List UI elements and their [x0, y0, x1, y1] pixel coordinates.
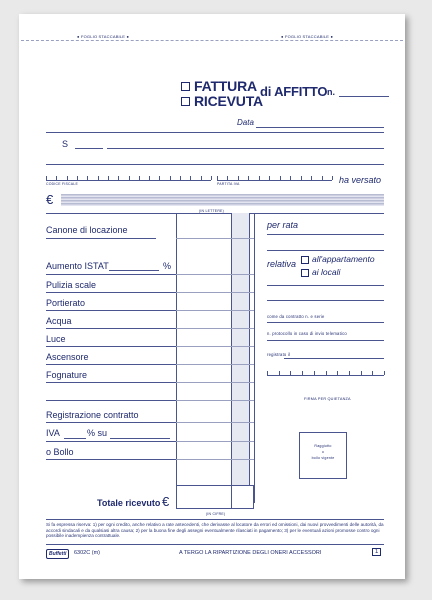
partita-iva-field[interactable]	[217, 180, 332, 181]
amount-in-words-field[interactable]	[61, 194, 384, 206]
data-field[interactable]	[256, 127, 384, 128]
segment-tick	[361, 371, 362, 375]
per-rata-field[interactable]	[267, 234, 384, 235]
segment-tick	[190, 176, 191, 180]
item-line	[46, 274, 176, 275]
stamp-text-2: o	[321, 450, 325, 454]
segment-tick	[290, 176, 291, 180]
ricevuta-title: RICEVUTA	[194, 93, 263, 109]
tear-line	[21, 40, 403, 41]
fattura-checkbox[interactable]	[181, 82, 190, 91]
appartamento-checkbox[interactable]	[301, 256, 309, 264]
segment-tick	[227, 176, 228, 180]
segment-tick	[279, 371, 280, 375]
a-tergo-text: A TERGO LA RIPARTIZIONE DEGLI ONERI ACCESSORI	[179, 550, 322, 556]
segment-tick	[170, 176, 171, 180]
segment-tick	[201, 176, 202, 180]
item-line	[46, 459, 176, 460]
item-line	[46, 346, 176, 347]
signature-field[interactable]	[267, 375, 384, 376]
totale-cents-divider	[231, 485, 232, 509]
item-line-blank[interactable]	[46, 400, 176, 401]
codice-fiscale-field[interactable]	[46, 180, 211, 181]
amount-row-line	[176, 346, 254, 347]
ha-versato-label: ha versato	[339, 175, 382, 185]
footer-note: Si fa espressa riserva: 1) per ogni credito, anche relativo a rate antecedenti, che derivasse al locatore da errori ed omissioni, dai nuovi provvedimenti delle autorità, da accordi sindacali e da qualsiasi altra causa; 2) per la buona fine degli assegni eventualmente rilasciati in pagamento; 3) per le eventuali azioni promosse contro ogni possibile inadempienza contrattuale.	[46, 522, 384, 539]
relativa-field[interactable]	[267, 285, 384, 286]
amount-row-line	[176, 382, 254, 383]
address-line[interactable]	[107, 148, 384, 149]
item-portierato: Portierato	[46, 298, 86, 308]
partita-iva-label: PARTITA IVA	[217, 182, 240, 186]
s-field[interactable]	[75, 148, 103, 149]
segment-tick	[180, 176, 181, 180]
name-line-1[interactable]	[46, 132, 384, 133]
segment-tick	[322, 176, 323, 180]
segment-tick	[67, 176, 68, 180]
totale-label: Totale ricevuto	[97, 498, 161, 508]
amount-row-line	[176, 364, 254, 365]
segment-tick	[108, 176, 109, 180]
item-fognature: Fognature	[46, 370, 88, 380]
brand-logo: Buffetti	[46, 549, 69, 559]
footer-top-line	[46, 519, 384, 520]
footer-bottom-line	[46, 544, 384, 545]
invoice-sheet	[19, 14, 405, 579]
segment-tick	[290, 371, 291, 375]
item-luce: Luce	[46, 334, 66, 344]
item-line	[46, 382, 176, 383]
amount-row-line	[176, 292, 254, 293]
stamp-text-1: Raggiutto	[314, 444, 332, 448]
item-bollo: o Bollo	[46, 447, 74, 457]
in-lettere-label: (IN LETTERE)	[199, 209, 224, 213]
number-field[interactable]	[339, 96, 389, 97]
address-line-2[interactable]	[46, 164, 384, 165]
registrato-label: registrato il	[267, 352, 291, 357]
relativa-field-2[interactable]	[267, 300, 384, 301]
item-line	[46, 364, 176, 365]
per-rata-label: per rata	[267, 220, 299, 230]
item-iva: IVA	[46, 428, 60, 438]
segment-tick	[217, 176, 218, 180]
signature-ticks	[267, 371, 384, 375]
totale-euro-symbol: €	[162, 494, 170, 509]
relativa-label: relativa	[267, 259, 297, 269]
item-ascensore: Ascensore	[46, 352, 89, 362]
amount-row-line	[176, 310, 254, 311]
segment-tick	[139, 176, 140, 180]
segment-tick	[349, 371, 350, 375]
amount-row-line	[176, 274, 254, 275]
segment-tick	[211, 176, 212, 180]
tear-right-label: ● FOGLIO STACCABILE ●	[281, 34, 334, 39]
segment-tick	[269, 176, 270, 180]
ricevuta-checkbox[interactable]	[181, 97, 190, 106]
segment-tick	[384, 371, 385, 375]
totale-amount-field[interactable]	[176, 485, 254, 509]
item-istat: Aumento ISTAT	[46, 261, 109, 271]
fattura-title: FATTURA	[194, 78, 257, 94]
segment-tick	[248, 176, 249, 180]
segment-tick	[129, 176, 130, 180]
number-label: n.	[327, 87, 335, 97]
amount-row-line	[176, 400, 254, 401]
amount-row-line	[176, 238, 254, 239]
item-pulizia-scale: Pulizia scale	[46, 280, 97, 290]
segment-tick	[87, 176, 88, 180]
item-line	[46, 292, 176, 293]
item-line	[46, 238, 156, 239]
segment-tick	[46, 176, 47, 180]
di-affitto-title: di AFFITTO	[260, 84, 328, 99]
segment-tick	[56, 176, 57, 180]
segment-tick	[77, 176, 78, 180]
segment-tick	[159, 176, 160, 180]
item-registrazione: Registrazione contratto	[46, 410, 139, 420]
euro-symbol: €	[46, 192, 54, 207]
segment-tick	[326, 371, 327, 375]
in-cifre-label: (IN CIFRE)	[206, 512, 226, 516]
amount-row-line	[176, 459, 254, 460]
s-label: S	[62, 139, 69, 149]
stamp-box	[299, 432, 347, 479]
iva-percent-field[interactable]	[64, 438, 86, 439]
codice-fiscale-ticks	[46, 176, 211, 180]
amount-row-line	[176, 422, 254, 423]
item-line	[46, 441, 176, 442]
contratto-label: come da contratto n. e serie	[267, 314, 325, 319]
locali-checkbox[interactable]	[301, 269, 309, 277]
appartamento-label: all'appartamento	[312, 254, 375, 264]
page-number: 1	[372, 548, 381, 556]
firma-label: FIRMA PER QUIETANZA	[304, 397, 351, 401]
segment-tick	[314, 371, 315, 375]
product-code: 6302C (m)	[74, 550, 100, 556]
locali-label: ai locali	[312, 267, 341, 277]
contratto-field[interactable]	[267, 322, 384, 323]
amount-row-line	[176, 328, 254, 329]
amount-rows	[176, 213, 254, 503]
segment-tick	[311, 176, 312, 180]
per-rata-field-2[interactable]	[267, 250, 384, 251]
iva-base-field[interactable]	[110, 438, 170, 439]
item-line	[46, 422, 176, 423]
partita-iva-ticks	[217, 176, 332, 180]
tear-left-label: ● FOGLIO STACCABILE ●	[77, 34, 130, 39]
istat-percent-sign: %	[163, 261, 172, 271]
segment-tick	[301, 176, 302, 180]
segment-tick	[98, 176, 99, 180]
item-line	[46, 328, 176, 329]
segment-tick	[238, 176, 239, 180]
item-line	[46, 310, 176, 311]
segment-tick	[118, 176, 119, 180]
item-acqua: Acqua	[46, 316, 72, 326]
segment-tick	[372, 371, 373, 375]
segment-tick	[280, 176, 281, 180]
segment-tick	[332, 176, 333, 180]
segment-tick	[267, 371, 268, 375]
protocollo-field[interactable]	[267, 340, 384, 341]
segment-tick	[337, 371, 338, 375]
item-canone: Canone di locazione	[46, 225, 128, 235]
amount-col-right	[254, 213, 255, 503]
iva-percent-su: % su	[87, 428, 108, 438]
data-label: Data	[237, 118, 254, 127]
segment-tick	[302, 371, 303, 375]
amount-row-line	[176, 441, 254, 442]
istat-percent-field[interactable]	[109, 270, 159, 271]
protocollo-label: n. protocollo in caso di invio telematico	[267, 331, 347, 336]
stamp-text-3: bollo vigente	[311, 456, 335, 460]
segment-tick	[149, 176, 150, 180]
segment-tick	[259, 176, 260, 180]
registrato-field[interactable]	[284, 358, 384, 359]
codice-fiscale-label: CODICE FISCALE	[46, 182, 78, 186]
